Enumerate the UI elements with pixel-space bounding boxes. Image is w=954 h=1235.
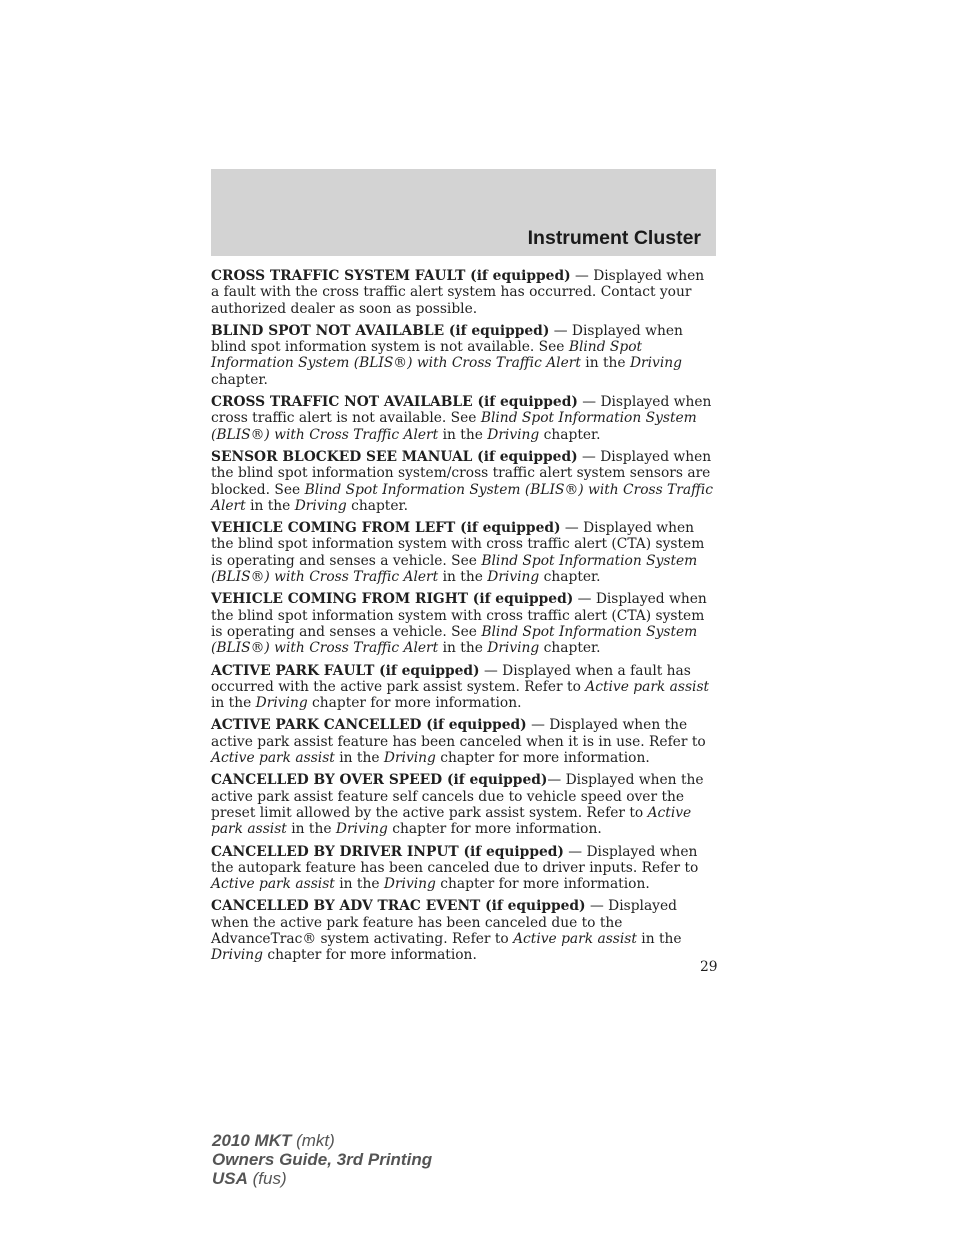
cross-reference: Active park assist bbox=[211, 804, 692, 838]
message-text: in the bbox=[438, 640, 488, 657]
footer-line-1 bbox=[212, 1131, 432, 1150]
cross-reference: Driving bbox=[487, 569, 540, 586]
message-heading: CROSS TRAFFIC NOT AVAILABLE (if equipped) bbox=[211, 394, 578, 411]
message-text: — Displayed when a fault with the cross traffic alert system has occurred. Contact your authorized dealer as soon as possible. bbox=[211, 268, 705, 317]
cross-reference: Driving bbox=[335, 821, 388, 838]
message-heading: CANCELLED BY OVER SPEED (if equipped) bbox=[211, 772, 548, 789]
document-footer bbox=[212, 1131, 432, 1188]
message-text: — Displayed when the blind spot information system with cross traffic alert (CTA) system is operating and senses a vehicle. See bbox=[211, 591, 707, 640]
message-entry bbox=[211, 268, 716, 317]
cross-reference: Blind Spot Information System (BLIS®) with Cross Traffic Alert bbox=[211, 339, 643, 372]
message-text: — Displayed when the active park feature has been canceled due to the AdvanceTrac® system activating. Refer to bbox=[211, 898, 677, 947]
message-text: — Displayed when the blind spot information system with cross traffic alert (CTA) system is operating and senses a vehicle. See bbox=[211, 520, 705, 569]
message-text: in the bbox=[438, 426, 488, 443]
footer-line-2: Owners Guide, 3rd Printing bbox=[212, 1150, 433, 1169]
section-title: Instrument Cluster bbox=[527, 227, 701, 249]
message-heading: CANCELLED BY ADV TRAC EVENT (if equipped) bbox=[211, 898, 586, 915]
message-text: chapter for more information. bbox=[307, 695, 522, 712]
message-text: — Displayed when the autopark feature has been canceled due to driver inputs. Refer to bbox=[211, 843, 699, 876]
cross-reference: Driving bbox=[487, 426, 540, 443]
message-text: chapter for more information. bbox=[387, 821, 602, 838]
message-entry bbox=[211, 898, 716, 963]
message-text: chapter. bbox=[539, 426, 601, 443]
footer-market-code: (fus) bbox=[247, 1169, 287, 1188]
message-entry bbox=[211, 520, 716, 585]
message-entry bbox=[211, 717, 716, 766]
message-heading: CANCELLED BY DRIVER INPUT (if equipped) bbox=[211, 843, 564, 860]
cross-reference: Driving bbox=[383, 876, 436, 893]
cross-reference: Driving bbox=[294, 497, 347, 514]
cross-reference: Active park assist bbox=[585, 678, 710, 695]
message-text: chapter for more information. bbox=[263, 947, 477, 964]
message-text: in the bbox=[245, 497, 295, 514]
message-entry bbox=[211, 449, 716, 514]
message-entry bbox=[211, 591, 716, 656]
message-text: — Displayed when blind spot information system is not available. See bbox=[211, 322, 683, 356]
message-entry bbox=[211, 394, 716, 443]
message-text: — Displayed when a fault has occurred with the active park assist system. Refer to bbox=[211, 662, 691, 695]
cross-reference: Active park assist bbox=[211, 750, 335, 767]
message-text: in the bbox=[334, 876, 384, 893]
footer-model-code: (mkt) bbox=[291, 1131, 335, 1150]
page-number: 29 bbox=[700, 959, 718, 975]
message-text: in the bbox=[438, 569, 488, 586]
cross-reference: Blind Spot Information System (BLIS®) with Cross Traffic Alert bbox=[211, 623, 698, 657]
message-text: — Displayed when the active park assist feature self cancels due to vehicle speed over the preset limit allowed by the active park assist system. Refer to bbox=[211, 772, 704, 821]
message-heading: ACTIVE PARK FAULT (if equipped) bbox=[211, 662, 480, 679]
cross-reference: Driving bbox=[487, 640, 540, 657]
message-entry bbox=[211, 772, 716, 837]
message-text: in the bbox=[334, 750, 384, 767]
cross-reference: Blind Spot Information System (BLIS®) with Cross Traffic Alert bbox=[211, 410, 697, 443]
message-text: — Displayed when the blind spot information system/cross traffic alert system sensors are blocked. See bbox=[211, 448, 712, 498]
section-header-band bbox=[211, 169, 716, 256]
cross-reference: Blind Spot Information System (BLIS®) with Cross Traffic Alert bbox=[211, 481, 713, 514]
cross-reference: Driving bbox=[629, 355, 682, 372]
message-entry bbox=[211, 844, 716, 893]
message-text: in the bbox=[580, 355, 630, 372]
message-text: chapter for more information. bbox=[435, 750, 650, 767]
message-text: chapter. bbox=[539, 640, 601, 657]
message-text: chapter. bbox=[346, 497, 408, 514]
message-text: chapter. bbox=[539, 569, 601, 586]
cross-reference: Active park assist bbox=[211, 876, 335, 893]
message-entry bbox=[211, 663, 716, 712]
message-heading: ACTIVE PARK CANCELLED (if equipped) bbox=[211, 717, 527, 734]
footer-model: 2010 MKT bbox=[212, 1131, 292, 1150]
message-heading: BLIND SPOT NOT AVAILABLE (if equipped) bbox=[211, 322, 550, 339]
page-content bbox=[211, 268, 716, 970]
cross-reference: Driving bbox=[211, 947, 263, 964]
message-heading: CROSS TRAFFIC SYSTEM FAULT (if equipped) bbox=[211, 268, 571, 284]
message-heading: VEHICLE COMING FROM LEFT (if equipped) bbox=[211, 520, 561, 537]
message-text: in the bbox=[211, 695, 256, 712]
message-heading: VEHICLE COMING FROM RIGHT (if equipped) bbox=[211, 591, 574, 608]
message-text: — Displayed when cross traffic alert is not available. See bbox=[211, 394, 712, 427]
footer-market: USA bbox=[212, 1169, 248, 1188]
message-heading: SENSOR BLOCKED SEE MANUAL (if equipped) bbox=[211, 448, 578, 465]
footer-line-3 bbox=[212, 1169, 432, 1188]
message-entry bbox=[211, 323, 716, 388]
cross-reference: Blind Spot Information System (BLIS®) with Cross Traffic Alert bbox=[211, 552, 698, 586]
message-text: — Displayed when the active park assist feature has been canceled when it is in use. Refer to bbox=[211, 717, 706, 750]
cross-reference: Active park assist bbox=[513, 930, 637, 947]
cross-reference: Driving bbox=[383, 750, 436, 767]
message-text: chapter for more information. bbox=[435, 876, 650, 893]
message-text: in the bbox=[286, 821, 336, 838]
message-text: in the bbox=[636, 930, 682, 947]
message-text: chapter. bbox=[211, 371, 268, 388]
cross-reference: Driving bbox=[255, 695, 308, 712]
